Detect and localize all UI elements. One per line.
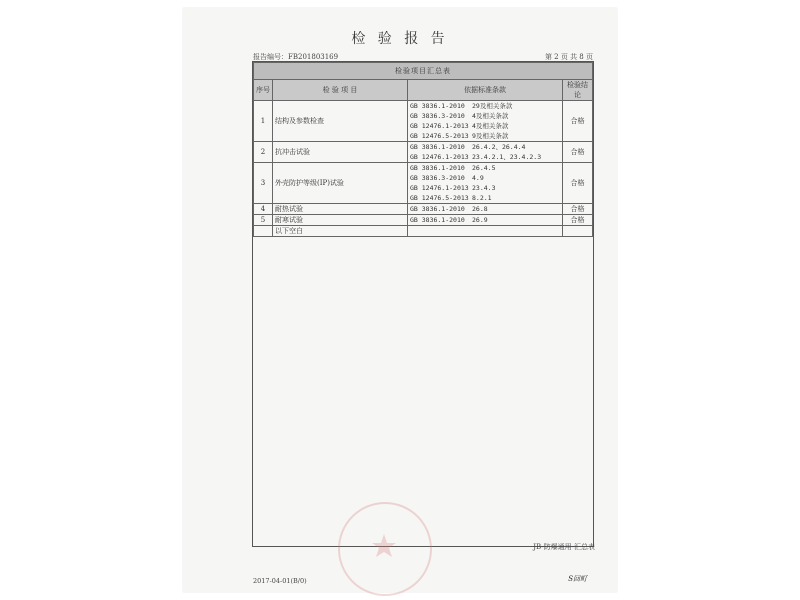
report-sheet [183,8,617,592]
standard-code: GB 3836.1-2010 [410,205,465,213]
table-row [254,101,593,142]
standard-clause: 9及相关条款 [472,132,509,140]
standard-clauses [408,215,563,226]
report-number: 报告编号：FB201803169 [253,53,339,61]
test-item: 抗冲击试验 [273,142,408,163]
standard-line [410,142,560,152]
standard-code: GB 3836.3-2010 [410,112,465,120]
standard-line [410,152,560,162]
form-code: JB-防爆通用-汇总表 [533,543,595,551]
table-caption: 检验项目汇总表 [254,63,593,80]
header-result: 检验结论 [563,80,593,101]
standard-clauses [408,204,563,215]
standard-line [410,204,560,214]
standard-code: GB 12476.5-2013 [410,132,469,140]
standard-code: GB 12476.1-2013 [410,122,469,130]
standard-code: GB 3836.1-2010 [410,102,465,110]
revision-date: 2017-04-01(B/0) [253,577,307,585]
test-item: 耐寒试验 [273,215,408,226]
table-row [254,215,593,226]
signature: S回町 [568,575,587,583]
star-icon [370,532,398,560]
standard-line [410,121,560,131]
row-number: 4 [254,204,273,215]
standard-clause: 4及相关条款 [472,122,509,130]
document-title: 检 验 报 告 [351,31,449,47]
standard-clause: 26.9 [472,216,488,224]
table-body [254,101,593,226]
standard-line [410,215,560,225]
content-frame [252,61,594,547]
blank-cell [254,226,273,237]
standard-code: GB 12476.5-2013 [410,194,469,202]
test-result: 合格 [563,215,593,226]
test-result: 合格 [563,163,593,204]
test-item: 外壳防护等级(IP)试验 [273,163,408,204]
standard-code: GB 12476.1-2013 [410,184,469,192]
standard-clause: 26.4.2、26.4.4 [472,143,526,151]
table-row [254,163,593,204]
standard-clause: 4.9 [472,174,484,182]
summary-table [253,62,593,237]
test-result: 合格 [563,204,593,215]
row-number: 2 [254,142,273,163]
standard-line [410,163,560,173]
test-item: 耐热试验 [273,204,408,215]
header-no: 序号 [254,80,273,101]
standard-clause: 26.4.5 [472,164,496,172]
table-row [254,142,593,163]
test-result: 合格 [563,142,593,163]
standard-line [410,101,560,111]
standard-line [410,193,560,203]
test-result: 合格 [563,101,593,142]
official-seal [338,502,432,596]
page-number: 第 2 页 共 8 页 [544,53,593,61]
standard-code: GB 3836.3-2010 [410,174,465,182]
table-row [254,204,593,215]
row-number: 1 [254,101,273,142]
standard-clause: 29及相关条款 [472,102,513,110]
standard-code: GB 12476.1-2013 [410,153,469,161]
standard-line [410,173,560,183]
standard-code: GB 3836.1-2010 [410,164,465,172]
header-standard: 依据标准条款 [408,80,563,101]
standard-clauses [408,142,563,163]
blank-note: 以下空白 [273,226,408,237]
standard-clause: 23.4.3 [472,184,496,192]
standard-clauses [408,163,563,204]
standard-code: GB 3836.1-2010 [410,216,465,224]
row-number: 3 [254,163,273,204]
standard-code: GB 3836.1-2010 [410,143,465,151]
standard-clause: 8.2.1 [472,194,492,202]
standard-clauses [408,101,563,142]
standard-line [410,111,560,121]
test-item: 结构及参数检查 [273,101,408,142]
header-item: 检 验 项 目 [273,80,408,101]
standard-clause: 26.8 [472,205,488,213]
blank-cell [563,226,593,237]
blank-cell [408,226,563,237]
row-number: 5 [254,215,273,226]
standard-clause: 4及相关条款 [472,112,509,120]
standard-line [410,131,560,141]
standard-line [410,183,560,193]
standard-clause: 23.4.2.1、23.4.2.3 [472,153,542,161]
